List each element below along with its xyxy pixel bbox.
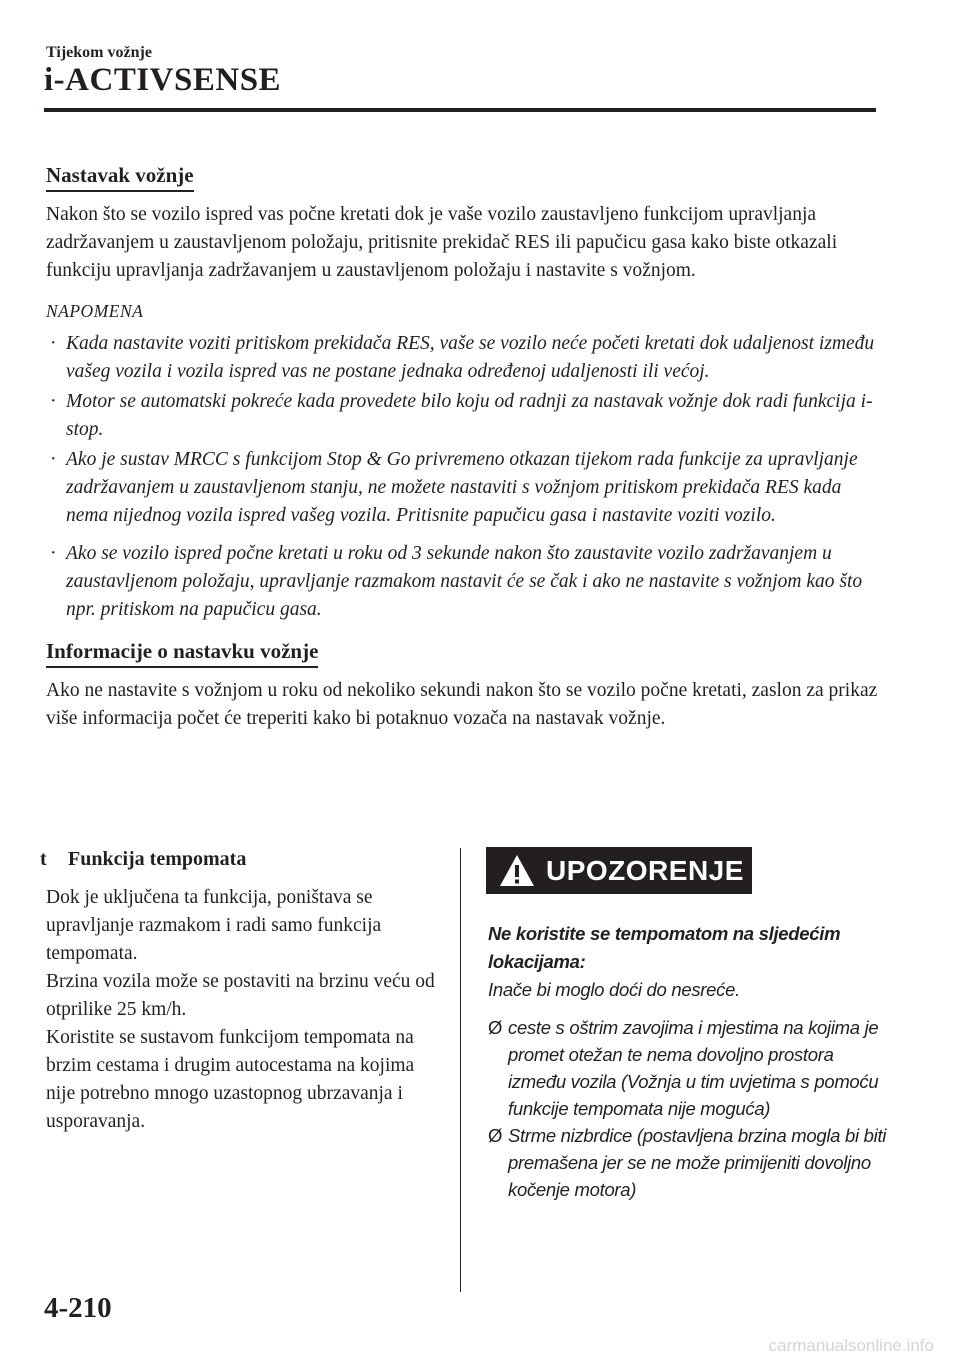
note-item: · Motor se automatski pokreće kada provedete bilo koju od radnji za nastavak vožnje dok radi funkcija i-stop. <box>46 388 886 444</box>
cruise-heading: t Funkcija tempomata <box>40 844 440 874</box>
section-label: Tijekom vožnje <box>46 44 152 61</box>
warning-item: Ø Strme nizbrdice (postavljena brzina mogla bi biti premašena jer se ne može primijeniti dovoljno kočenje motora) <box>488 1122 888 1203</box>
cruise-body-1: Dok je uključena ta funkcija, poništava se upravljanje razmakom i radi samo funkcija tempomata. <box>46 887 382 964</box>
note-item: · Ako je sustav MRCC s funkcijom Stop & Go privremeno otkazan tijekom rada funkcije za upravljanje zadržavanjem u zaustavljenom stanju, ne možete nastaviti s vožnjom pritiskom prekidača RES kada nema nijednog vozila ispred vašeg vozila. Pritisnite papučicu gasa i nastavite voziti vozilo. <box>46 446 886 530</box>
note-list <box>46 330 886 624</box>
warning-heading: Ne koristite se tempomatom na sljedećim lokacijama: <box>488 923 841 972</box>
header-rule <box>44 108 876 112</box>
warning-triangle-icon <box>498 853 536 889</box>
cruise-body-3: Koristite se sustavom funkcijom tempomata na brzim cestama i drugim autocestama na kojima nije potrebno mnogo uzastopnog ubrzavanja i usporavanja. <box>46 1027 415 1132</box>
note-item: · Ako se vozilo ispred počne kretati u roku od 3 sekunde nakon što zaustavite vozilo zadržavanjem u zaustavljenom položaju, upravljanje razmakom nastavit će se čak i ako ne nastavite s vožnjom kao što npr. pritiskom na papučicu gasa. <box>46 540 886 624</box>
bullet-dot: · <box>50 333 57 354</box>
page-number: 4-210 <box>44 1292 112 1324</box>
warning-label: UPOZORENJE <box>546 854 744 886</box>
warning-subtext: Inače bi moglo doći do nesreće. <box>488 979 740 1000</box>
info-heading: Informacije o nastavku vožnje <box>46 636 318 668</box>
cruise-body-2: Brzina vozila može se postaviti na brzinu veću od otprilike 25 km/h. <box>46 971 435 1020</box>
chapter-title: i-ACTIVSENSE <box>44 62 282 98</box>
info-body: Ako ne nastavite s vožnjom u roku od nekoliko sekundi nakon što se vozilo počne kretati, zaslon za prikaz više informacija počet će treperiti kako bi potaknuo vozača na nastavak vožnje. <box>46 680 878 729</box>
bullet-dot: · <box>50 449 57 470</box>
watermark: carmanualsonline.info <box>768 1336 934 1355</box>
cruise-section <box>40 844 440 1136</box>
info-section <box>46 636 886 733</box>
resume-body: Nakon što se vozilo ispred vas počne kretati dok je vaše vozilo zaustavljeno funkcijom upravljanja zadržavanjem u zaustavljenom položaju, pritisnite prekidač RES ili papučicu gasa kako biste otkazali funkciju upravljanja zadržavanjem u zaustavljenom položaju i nastavite s vožnjom. <box>46 204 838 281</box>
warning-banner <box>486 847 752 894</box>
note-item: · Kada nastavite voziti pritiskom prekidača RES, vaše se vozilo neće početi kretati dok udaljenost između vašeg vozila i vozila ispred vas ne postane jednaka određenoj udaljenosti ili većoj. <box>46 330 886 386</box>
bullet-dot: · <box>50 391 57 412</box>
arrow-bullet-icon: Ø <box>488 1017 503 1038</box>
section-marker-icon: t <box>40 848 47 870</box>
note-label: NAPOMENA <box>46 301 144 321</box>
resume-heading: Nastavak vožnje <box>46 160 194 192</box>
column-divider <box>460 848 461 1292</box>
warning-body <box>488 920 888 1203</box>
warning-list <box>488 1014 888 1203</box>
warning-item: Ø ceste s oštrim zavojima i mjestima na kojima je promet otežan te nema dovoljno prostora između vozila (Vožnja u tim uvjetima s pomoću funkcije tempomata nije moguća) <box>488 1014 888 1122</box>
arrow-bullet-icon: Ø <box>488 1125 503 1146</box>
main-content <box>46 160 886 733</box>
bullet-dot: · <box>50 543 57 564</box>
